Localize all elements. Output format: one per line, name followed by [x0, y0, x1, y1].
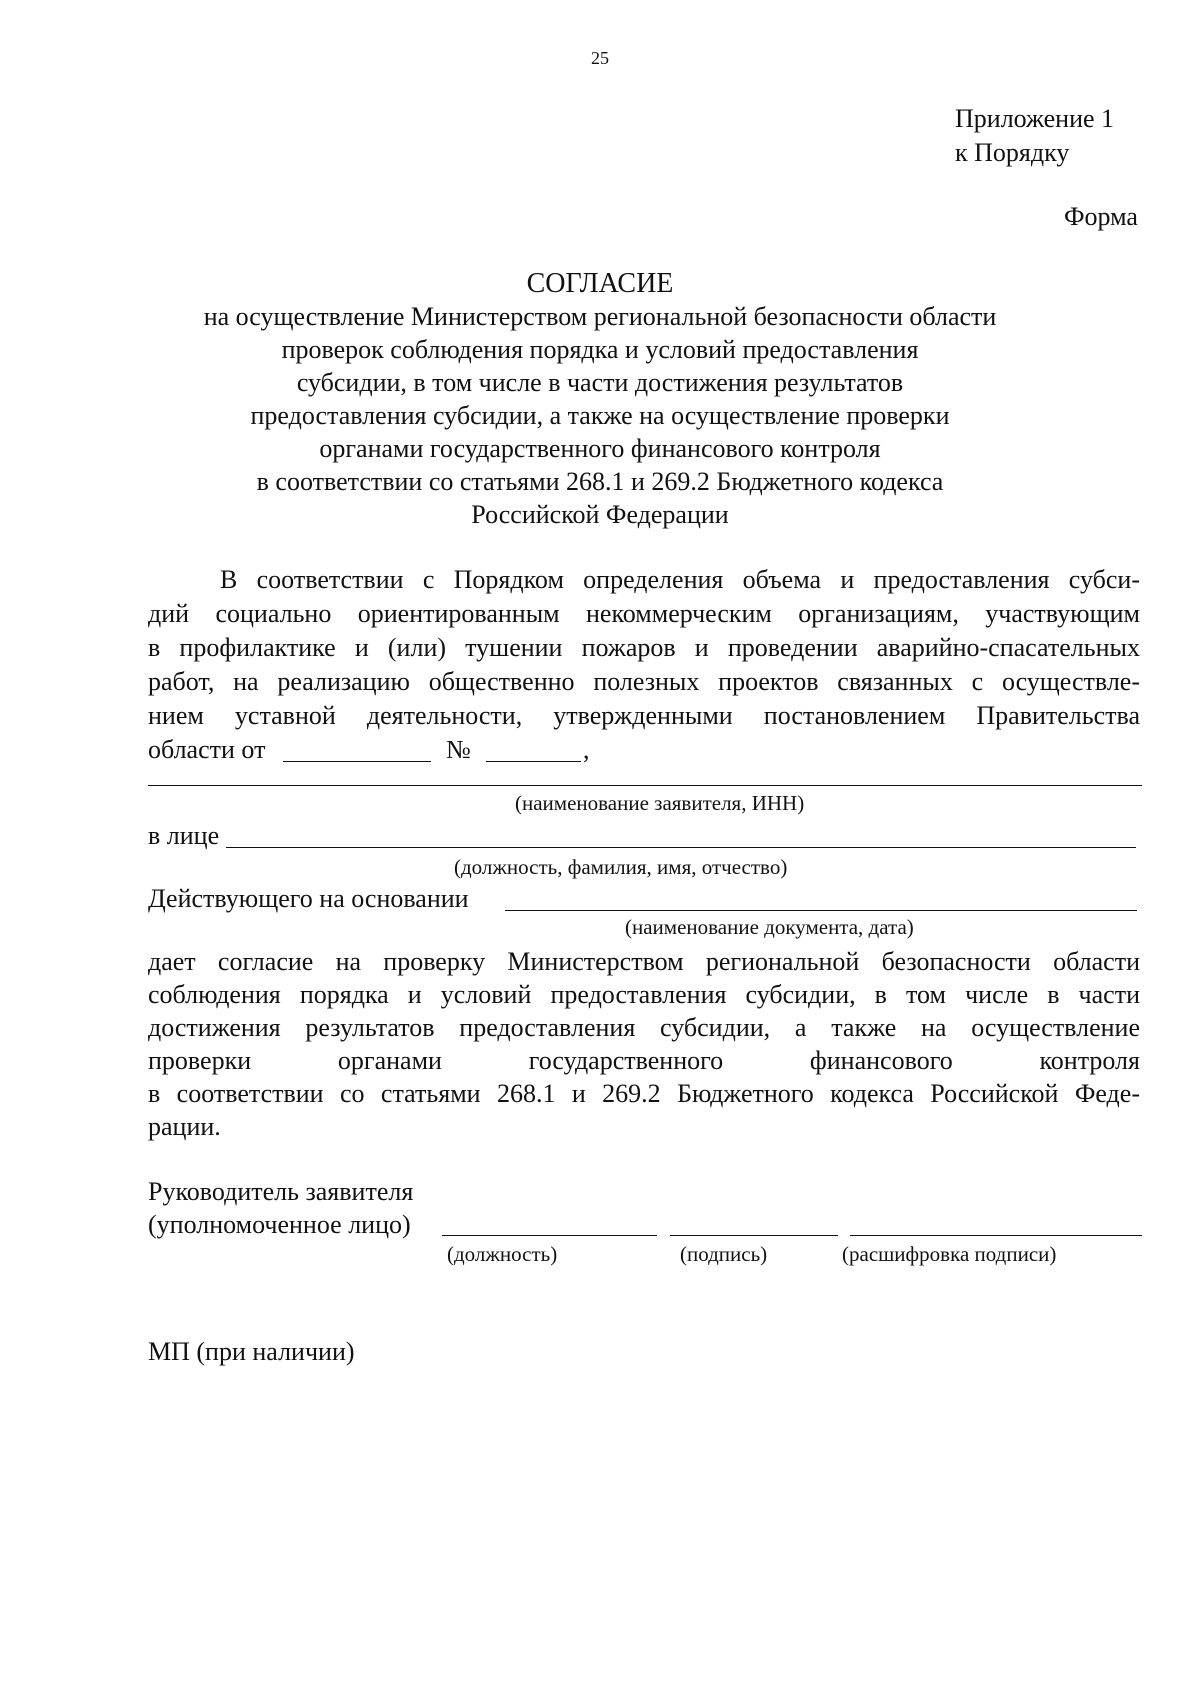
subtitle-line: органами государственного финансового контроля [319, 434, 881, 463]
signature-decoding-field[interactable] [850, 1235, 1142, 1236]
person-field[interactable] [226, 847, 1136, 848]
applicant-caption: (наименование заявителя, ИНН) [515, 791, 805, 815]
decoding-caption: (расшифровка подписи) [842, 1242, 1057, 1266]
subtitle-line: проверок соблюдения порядка и условий предоставления [281, 335, 919, 364]
document-title: СОГЛАСИЕ [526, 268, 674, 299]
basis-field[interactable] [505, 910, 1137, 911]
date-line-suffix: , [583, 735, 590, 764]
date-line-prefix: области от [148, 735, 266, 764]
stamp-note: МП (при наличии) [148, 1337, 355, 1366]
number-sign: № [446, 735, 471, 764]
subtitle-line: Российской Федерации [471, 500, 729, 529]
consent-line: в соответствии со статьями 268.1 и 269.2 Бюджетного кодекса Российской Феде- [148, 1079, 1140, 1108]
appendix-line-1: Приложение 1 [955, 104, 1115, 133]
person-label: в лице [148, 821, 220, 850]
signature-label-line-2: (уполномоченное лицо) [148, 1210, 411, 1239]
body-line: работ, на реализацию общественно полезных проектов связанных с осуществле- [148, 667, 1140, 696]
consent-line: проверки органами государственного финансового контроля [148, 1046, 1140, 1075]
consent-line: дает согласие на проверку Министерством региональной безопасности области [148, 947, 1140, 976]
consent-line: достижения результатов предоставления субсидии, а также на осуществление [148, 1013, 1140, 1042]
form-label: Форма [1064, 202, 1138, 231]
position-field[interactable] [442, 1235, 657, 1236]
basis-caption: (наименование документа, дата) [625, 915, 914, 939]
person-caption: (должность, фамилия, имя, отчество) [454, 855, 788, 879]
page-number: 25 [591, 48, 609, 68]
consent-line: соблюдения порядка и условий предоставления субсидии, в том числе в части [148, 980, 1140, 1009]
signature-label-line-1: Руководитель заявителя [148, 1177, 414, 1206]
appendix-line-2: к Порядку [955, 138, 1070, 167]
signature-field[interactable] [670, 1235, 838, 1236]
subtitle-line: предоставления субсидии, а также на осуществление проверки [250, 401, 950, 430]
subtitle-line: на осуществление Министерством региональной безопасности области [203, 302, 997, 331]
body-line: в профилактике и (или) тушении пожаров и проведении аварийно-спасательных [148, 633, 1140, 662]
applicant-field[interactable] [148, 785, 1142, 786]
signature-caption: (подпись) [680, 1242, 768, 1266]
date-field[interactable] [283, 761, 431, 762]
basis-label: Действующего на основании [148, 884, 469, 913]
number-field[interactable] [486, 761, 581, 762]
consent-line: рации. [148, 1112, 221, 1141]
subtitle-line: в соответствии со статьями 268.1 и 269.2 Бюджетного кодекса [256, 467, 944, 496]
position-caption: (должность) [447, 1242, 558, 1266]
body-line: дий социально ориентированным некоммерческим организациям, участвующим [148, 599, 1140, 628]
body-line: нием уставной деятельности, утвержденными постановлением Правительства [148, 701, 1140, 730]
subtitle-line: субсидии, в том числе в части достижения результатов [296, 368, 904, 397]
body-line: В соответствии с Порядком определения объема и предоставления субси- [220, 565, 1140, 594]
